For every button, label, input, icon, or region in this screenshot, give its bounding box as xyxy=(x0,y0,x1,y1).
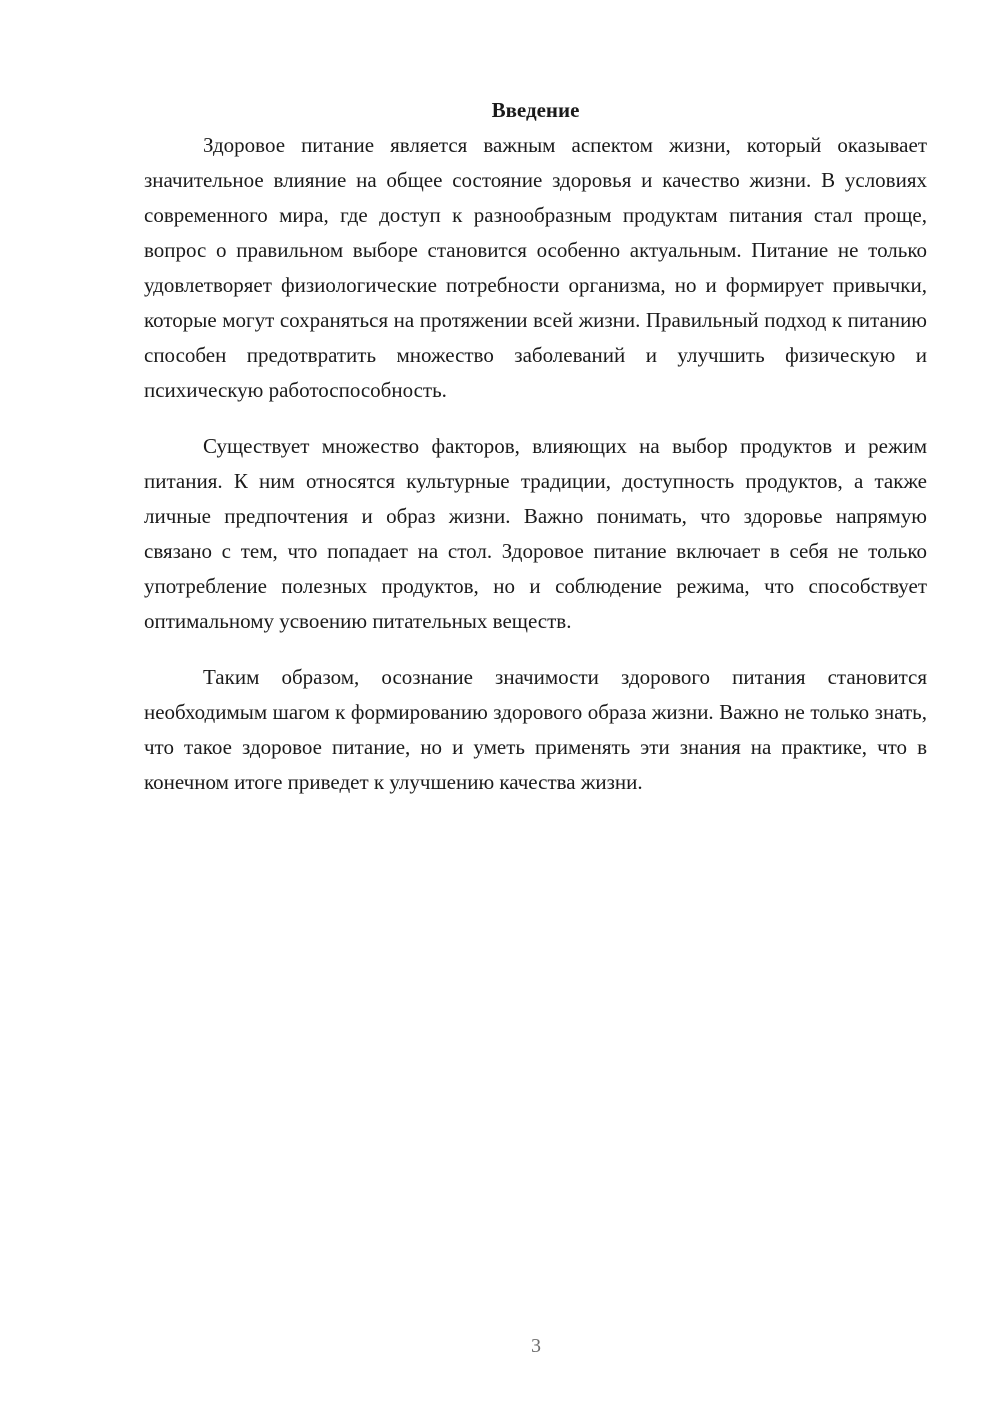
paragraph-1: Здоровое питание является важным аспектом жизни, который оказывает значительное влияние на общее состояние здоровья и качество жизни. В условиях современного мира, где доступ к разнообразным продуктам питания стал проще, вопрос о правильном выборе становится особенно актуальным. Питание не только удовлетворяет физиологические потребности организма, но и формирует привычки, которые могут сохраняться на протяжении всей жизни. Правильный подход к питанию способен предотвратить множество заболеваний и улучшить физическую и психическую работоспособность. xyxy=(144,133,927,402)
section-heading: Введение xyxy=(491,98,580,122)
page-content xyxy=(144,93,927,800)
paragraph-2: Существует множество факторов, влияющих на выбор продуктов и режим питания. К ним относятся культурные традиции, доступность продуктов, а также личные предпочтения и образ жизни. Важно понимать, что здоровье напрямую связано с тем, что попадает на стол. Здоровое питание включает в себя не только употребление полезных продуктов, но и соблюдение режима, что способствует оптимальному усвоению питательных веществ. xyxy=(144,434,927,633)
page-number: 3 xyxy=(531,1335,541,1357)
paragraph-3: Таким образом, осознание значимости здорового питания становится необходимым шагом к формированию здорового образа жизни. Важно не только знать, что такое здоровое питание, но и уметь применять эти знания на практике, что в конечном итоге приведет к улучшению качества жизни. xyxy=(144,665,927,794)
